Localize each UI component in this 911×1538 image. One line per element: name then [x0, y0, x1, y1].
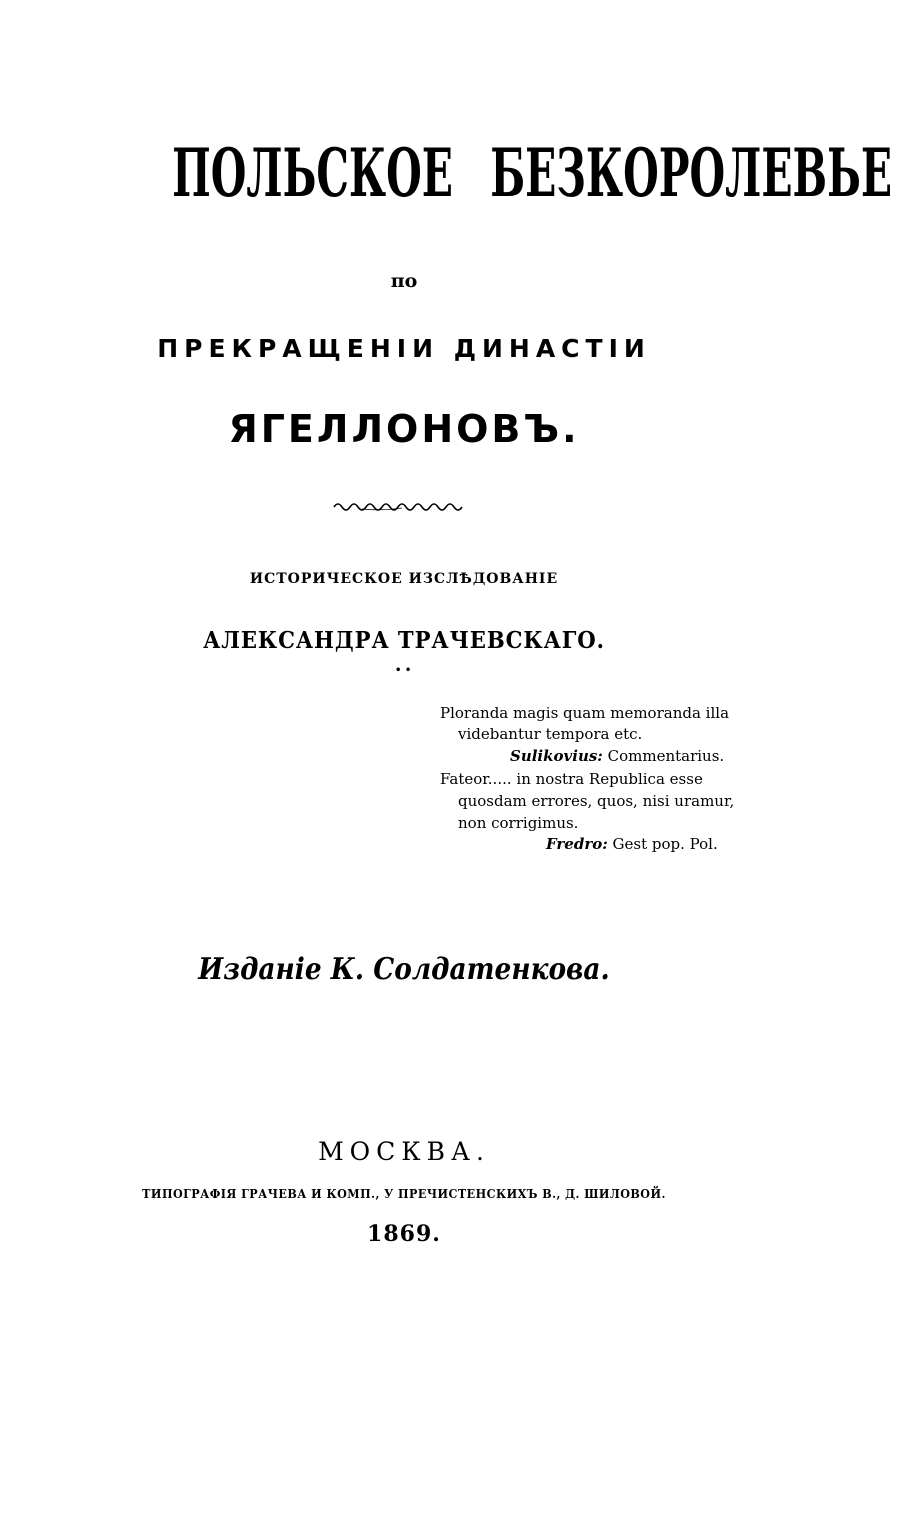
publication-year: 1869. [367, 1221, 441, 1247]
epigraph-source-2 [546, 833, 718, 855]
epigraph-line: quosdam errores, quos, nisi uramur, [458, 792, 735, 810]
epigraph-source-work: Commentarius. [607, 747, 725, 765]
epigraph-source-author: Sulikovius: [510, 747, 603, 765]
epigraph-line: Ploranda magis quam memoranda illa [440, 704, 730, 722]
dynasty-name: ЯГЕЛЛОНОВЪ. [228, 407, 580, 451]
dynasty-line: ПРЕКРАЩЕНІИ ДИНАСТІИ [157, 334, 651, 363]
title-word-1: ПОЛЬСКОЕ [172, 134, 453, 212]
title-preposition: по [390, 270, 418, 292]
epigraph-line: Fateor..... in nostra Republica esse [440, 770, 703, 788]
printer-specks: • • [395, 665, 412, 676]
author-name: АЛЕКСАНДРА ТРАЧЕВСКАГО. [203, 627, 605, 654]
subtitle: ИСТОРИЧЕСКОЕ ИЗСЛѢДОВАНІЕ [249, 571, 559, 587]
epigraph-line: videbantur tempora etc. [458, 725, 643, 743]
epigraph-source-1 [510, 745, 724, 767]
epigraph-source-author: Fredro: [546, 835, 608, 853]
publication-city: МОСКВА. [318, 1137, 490, 1166]
title-word-2: БЕЗКОРОЛЕВЬЕ [490, 134, 893, 212]
printing-house: ТИПОГРАФІЯ ГРАЧЕВА И КОМП., У ПРЕЧИСТЕНСКИХЪ В., Д. ШИЛОВОЙ. [142, 1187, 666, 1201]
ornamental-rule [332, 496, 472, 514]
book-title [154, 128, 893, 218]
epigraph-line: non corrigimus. [458, 814, 579, 832]
publisher-edition: Изданіе К. Солдатенкова. [198, 952, 610, 987]
epigraph-source-work: Gest pop. Pol. [612, 835, 718, 853]
